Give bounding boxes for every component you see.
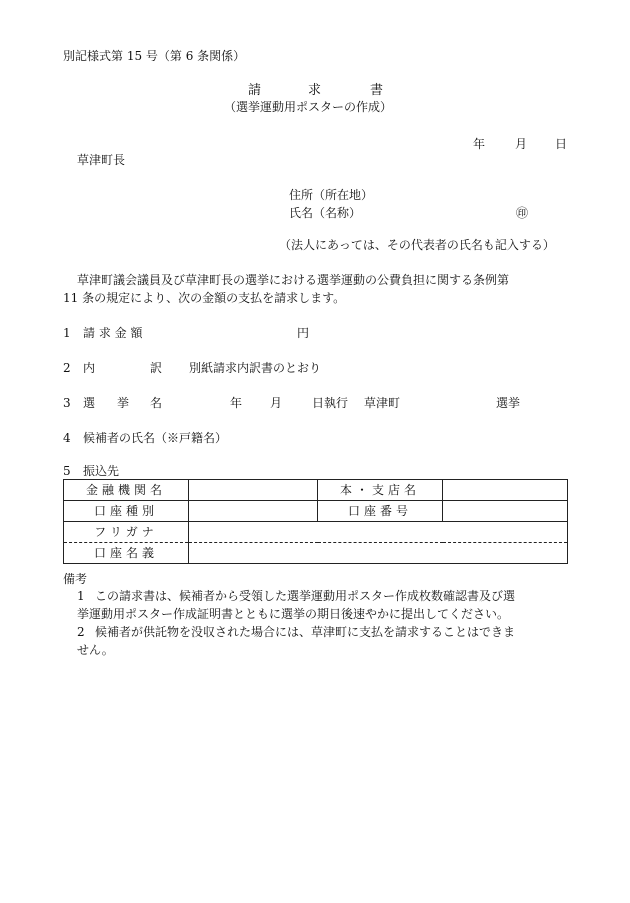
item3-month: 月 (270, 396, 283, 410)
date-month: 月 (515, 137, 528, 151)
note2-number: 2 (77, 625, 85, 639)
bank-transfer-table (63, 479, 568, 564)
date-day: 日 (555, 137, 568, 151)
date-year: 年 (473, 137, 486, 151)
item3-number: 3 (63, 396, 71, 410)
table-row (64, 501, 568, 522)
item3-election: 選挙 (496, 396, 521, 410)
notes-heading: 備考 (63, 572, 88, 586)
item3-executed: 日執行 (312, 396, 349, 410)
table-row (64, 543, 568, 564)
corporation-note: （法人にあっては、その代表者の氏名も記入する） (279, 238, 555, 252)
name-label: 氏名（名称） (289, 206, 362, 220)
item3-label-a: 選 (83, 396, 96, 410)
table-row (64, 522, 568, 543)
account-type-field[interactable] (189, 501, 318, 522)
note2-line-2: せん。 (77, 643, 114, 657)
item1-label: 請 求 金 額 (83, 326, 143, 340)
item3-town: 草津町 (364, 396, 401, 410)
item2-label-a: 内 (83, 361, 96, 375)
furigana-field[interactable] (189, 522, 568, 543)
item4-number: 4 (63, 431, 71, 445)
branch-label: 本・支店名 (318, 480, 443, 501)
bank-name-field[interactable] (189, 480, 318, 501)
item1-unit: 円 (297, 326, 310, 340)
item2-label-b: 訳 (150, 361, 163, 375)
account-number-field[interactable] (443, 501, 568, 522)
title-char-2: 求 (308, 83, 322, 98)
note1-line-2: 挙運動用ポスター作成証明書とともに選挙の期日後速やかに提出してください。 (77, 607, 510, 621)
table-row (64, 480, 568, 501)
account-holder-field[interactable] (189, 543, 568, 564)
item1-number: 1 (63, 326, 71, 340)
form-reference: 別記様式第 15 号（第 6 条関係） (63, 49, 246, 63)
account-holder-label: 口座名義 (64, 543, 189, 564)
note1-number: 1 (77, 589, 85, 603)
note1-line-1: この請求書は、候補者から受領した選挙運動用ポスター作成枚数確認書及び選 (95, 589, 516, 603)
item3-year: 年 (230, 396, 243, 410)
item2-value: 別紙請求内訳書のとおり (189, 361, 322, 375)
item2-number: 2 (63, 361, 71, 375)
account-number-label: 口座番号 (318, 501, 443, 522)
item4-label: 候補者の氏名（※戸籍名） (83, 431, 228, 445)
account-type-label: 口座種別 (64, 501, 189, 522)
bank-name-label: 金融機関名 (64, 480, 189, 501)
item5-number: 5 (63, 464, 71, 478)
addressee: 草津町長 (77, 153, 126, 167)
note2-line-1: 候補者が供託物を没収された場合には、草津町に支払を請求することはできま (95, 625, 516, 639)
title-char-1: 請 (248, 83, 262, 98)
address-label: 住所（所在地） (289, 188, 374, 202)
item3-label-b: 挙 (117, 396, 130, 410)
item3-label-c: 名 (150, 396, 163, 410)
item5-label: 振込先 (83, 464, 120, 478)
seal-mark: ㊞ (516, 206, 529, 220)
body-line-2: 11 条の規定により、次の金額の支払を請求します。 (63, 291, 346, 305)
furigana-label: フリガナ (64, 522, 189, 543)
body-line-1: 草津町議会議員及び草津町長の選挙における選挙運動の公費負担に関する条例第 (77, 273, 510, 287)
document-subtitle: （選挙運動用ポスターの作成） (224, 100, 393, 114)
branch-field[interactable] (443, 480, 568, 501)
title-char-3: 書 (370, 83, 384, 98)
